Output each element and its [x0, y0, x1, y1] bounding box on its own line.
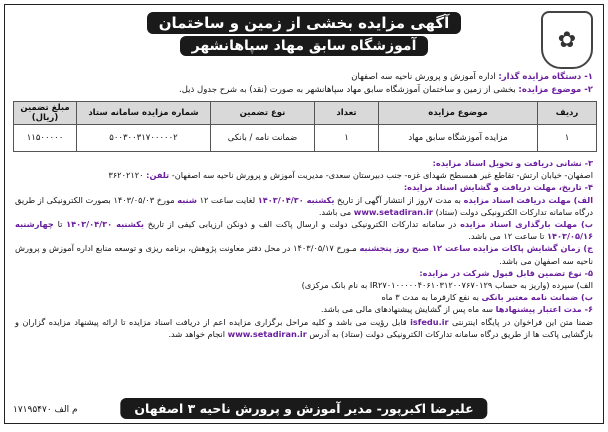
- title-block: [129, 11, 479, 57]
- phone-number: ۳۶۲۰۲۱۲۰: [108, 170, 144, 181]
- notice-footer: [11, 395, 597, 419]
- setad-link-2[interactable]: www.setadiran.ir: [227, 328, 307, 339]
- cell-guarantee-amount: ۱۱۵۰۰۰۰۰: [14, 125, 77, 152]
- section-6: ۶- مدت اعتبار پیشنهادها سه ماه پس از گشایش پیشنهادهای مالی می باشد.: [320, 304, 593, 315]
- cell-guarantee-type: ضمانت نامه / بانکی: [211, 125, 315, 152]
- section-4-title: ۴- تاریخ، مهلت دریافت و گشایش اسناد مزایده:: [403, 182, 593, 193]
- auctioneer-label: ۱- دستگاه مزایده گذار:: [498, 72, 593, 82]
- col-count: تعداد: [315, 102, 379, 125]
- cell-subject: مزایده آموزشگاه سابق مهاد: [379, 125, 538, 152]
- section-5b: ب) ضمانت نامه معتبر بانکی به نفع کارفرما به مدت ۳ ماه: [381, 292, 593, 303]
- col-setad-number: شماره مزایده سامانه ستاد: [77, 102, 211, 125]
- section-4b: ب) مهلت بارگذاری اسناد مزایده در سامانه تدارکات الکترونیکی دولت و ارسال پاکت الف و ذونکن ارزیابی کیفی از تاریخ یکشنبه ۱۴۰۳/۰۴/۳۰ تا چهارشنبه ۱۴۰۳/۰۵/۱۶ تا ساعت ۱۲ می باشد.: [15, 219, 594, 242]
- signature-banner: علیرضا اکبرپور- مدیر آموزش و پرورش ناحیه ۳ اصفهان: [120, 398, 487, 419]
- cell-setad-number: ۵۰۰۳۰۰۳۱۷۰۰۰۰۰۲: [77, 125, 211, 152]
- col-guarantee-type: نوع تضمین: [211, 102, 315, 125]
- col-guarantee-amount: مبلغ تضمین (ریال): [14, 102, 77, 125]
- section-5-title: ۵- نوع تضمین قابل قبول شرکت در مزایده:: [419, 267, 593, 278]
- notice-title: آگهی مزایده بخشی از زمین و ساختمان: [147, 12, 462, 34]
- table-row: [14, 125, 597, 152]
- table-header-row: [14, 102, 597, 125]
- col-subject: موضوع مزایده: [379, 102, 538, 125]
- section-5a: الف) سپرده (واریز به حساب IR۲۷۰۱۰۰۰۰۰۴۰۶۱۰۳۱۲۰۰۷۶۷۰۱۲۹ به نام بانک مرکزی): [301, 280, 593, 291]
- auction-table: [13, 101, 597, 152]
- section-7: ضمنا متن این فراخوان در پایگاه اینترنتی isfedu.ir قابل رؤیت می باشد و کلیه مراحل برگزاری مزایده اعم از دریافت اسناد مزایده تا ارائه پیشنهاد مزایده گزاران و بازگشایی پاکت ها از طریق درگاه سامانه تدارکات الکترونیکی دولت (ستاد) به آدرس www.setadiran.ir انجام خواهد شد.: [15, 316, 593, 339]
- ministry-emblem-icon: ✿: [541, 11, 593, 69]
- intro-line-1: [15, 71, 593, 84]
- section-3-text: اصفهان- خیابان ارتش- تقاطع غیر همسطح شهدای غزه- جنب دبیرستان سعدی- مدیریت آموزش و پرورش ناحیه سه اصفهان- تلفن: ۳۶۲۰۲۱۲۰: [108, 170, 593, 181]
- section-3-title: ۳- نشانی دریافت و تحویل اسناد مزایده:: [432, 158, 593, 168]
- auctioneer-text: اداره آموزش و پرورش ناحیه سه اصفهان: [351, 72, 496, 82]
- section-4a: الف) مهلت دریافت اسناد مزایده به مدت ۷روز از انتشار آگهی از تاریخ یکشنبه ۱۴۰۳/۰۴/۳۰ لغایت ساعت ۱۲ شنبه مورخ ۱۴۰۳/۰۵/۰۳ بصورت الکترونیکی از طریق درگاه سامانه تدارکات الکترونیکی دولت (ستاد) www.setadiran.ir می باشد.: [15, 194, 594, 217]
- subject-label: ۲- موضوع مزایده:: [518, 85, 593, 95]
- subject-text: بخشی از زمین و ساختمان آموزشگاه سابق مهاد سپاهانشهر به صورت (نقد) به شرح جدول ذیل.: [179, 85, 516, 95]
- isfedu-link[interactable]: isfedu.ir: [410, 316, 449, 327]
- publication-code: م الف ۱۷۱۹۵۴۷۰: [13, 405, 78, 415]
- phone-label: تلفن:: [146, 170, 170, 181]
- auction-notice: [4, 4, 604, 424]
- intro-line-2: [15, 84, 593, 97]
- setad-link[interactable]: www.setadiran.ir: [353, 206, 433, 217]
- cell-row-number: ۱: [538, 125, 597, 152]
- notice-subtitle: آموزشگاه سابق مهاد سپاهانشهر: [180, 36, 429, 56]
- col-row-number: ردیف: [538, 102, 597, 125]
- notice-body: [15, 157, 593, 340]
- intro-section: [15, 71, 593, 97]
- notice-header: [9, 7, 599, 69]
- section-4c: ج) زمان گشایش پاکات مزایده ساعت ۱۲ صبح روز پنجشنبه مـورخ ۱۴۰۳/۰۵/۱۷ در محل دفتر معاونت پژوهش، برنامه ریزی و توسعه منابع اداره آموزش و پرورش ناحیه سه اصفهان می باشد.: [15, 243, 593, 266]
- cell-count: ۱: [315, 125, 379, 152]
